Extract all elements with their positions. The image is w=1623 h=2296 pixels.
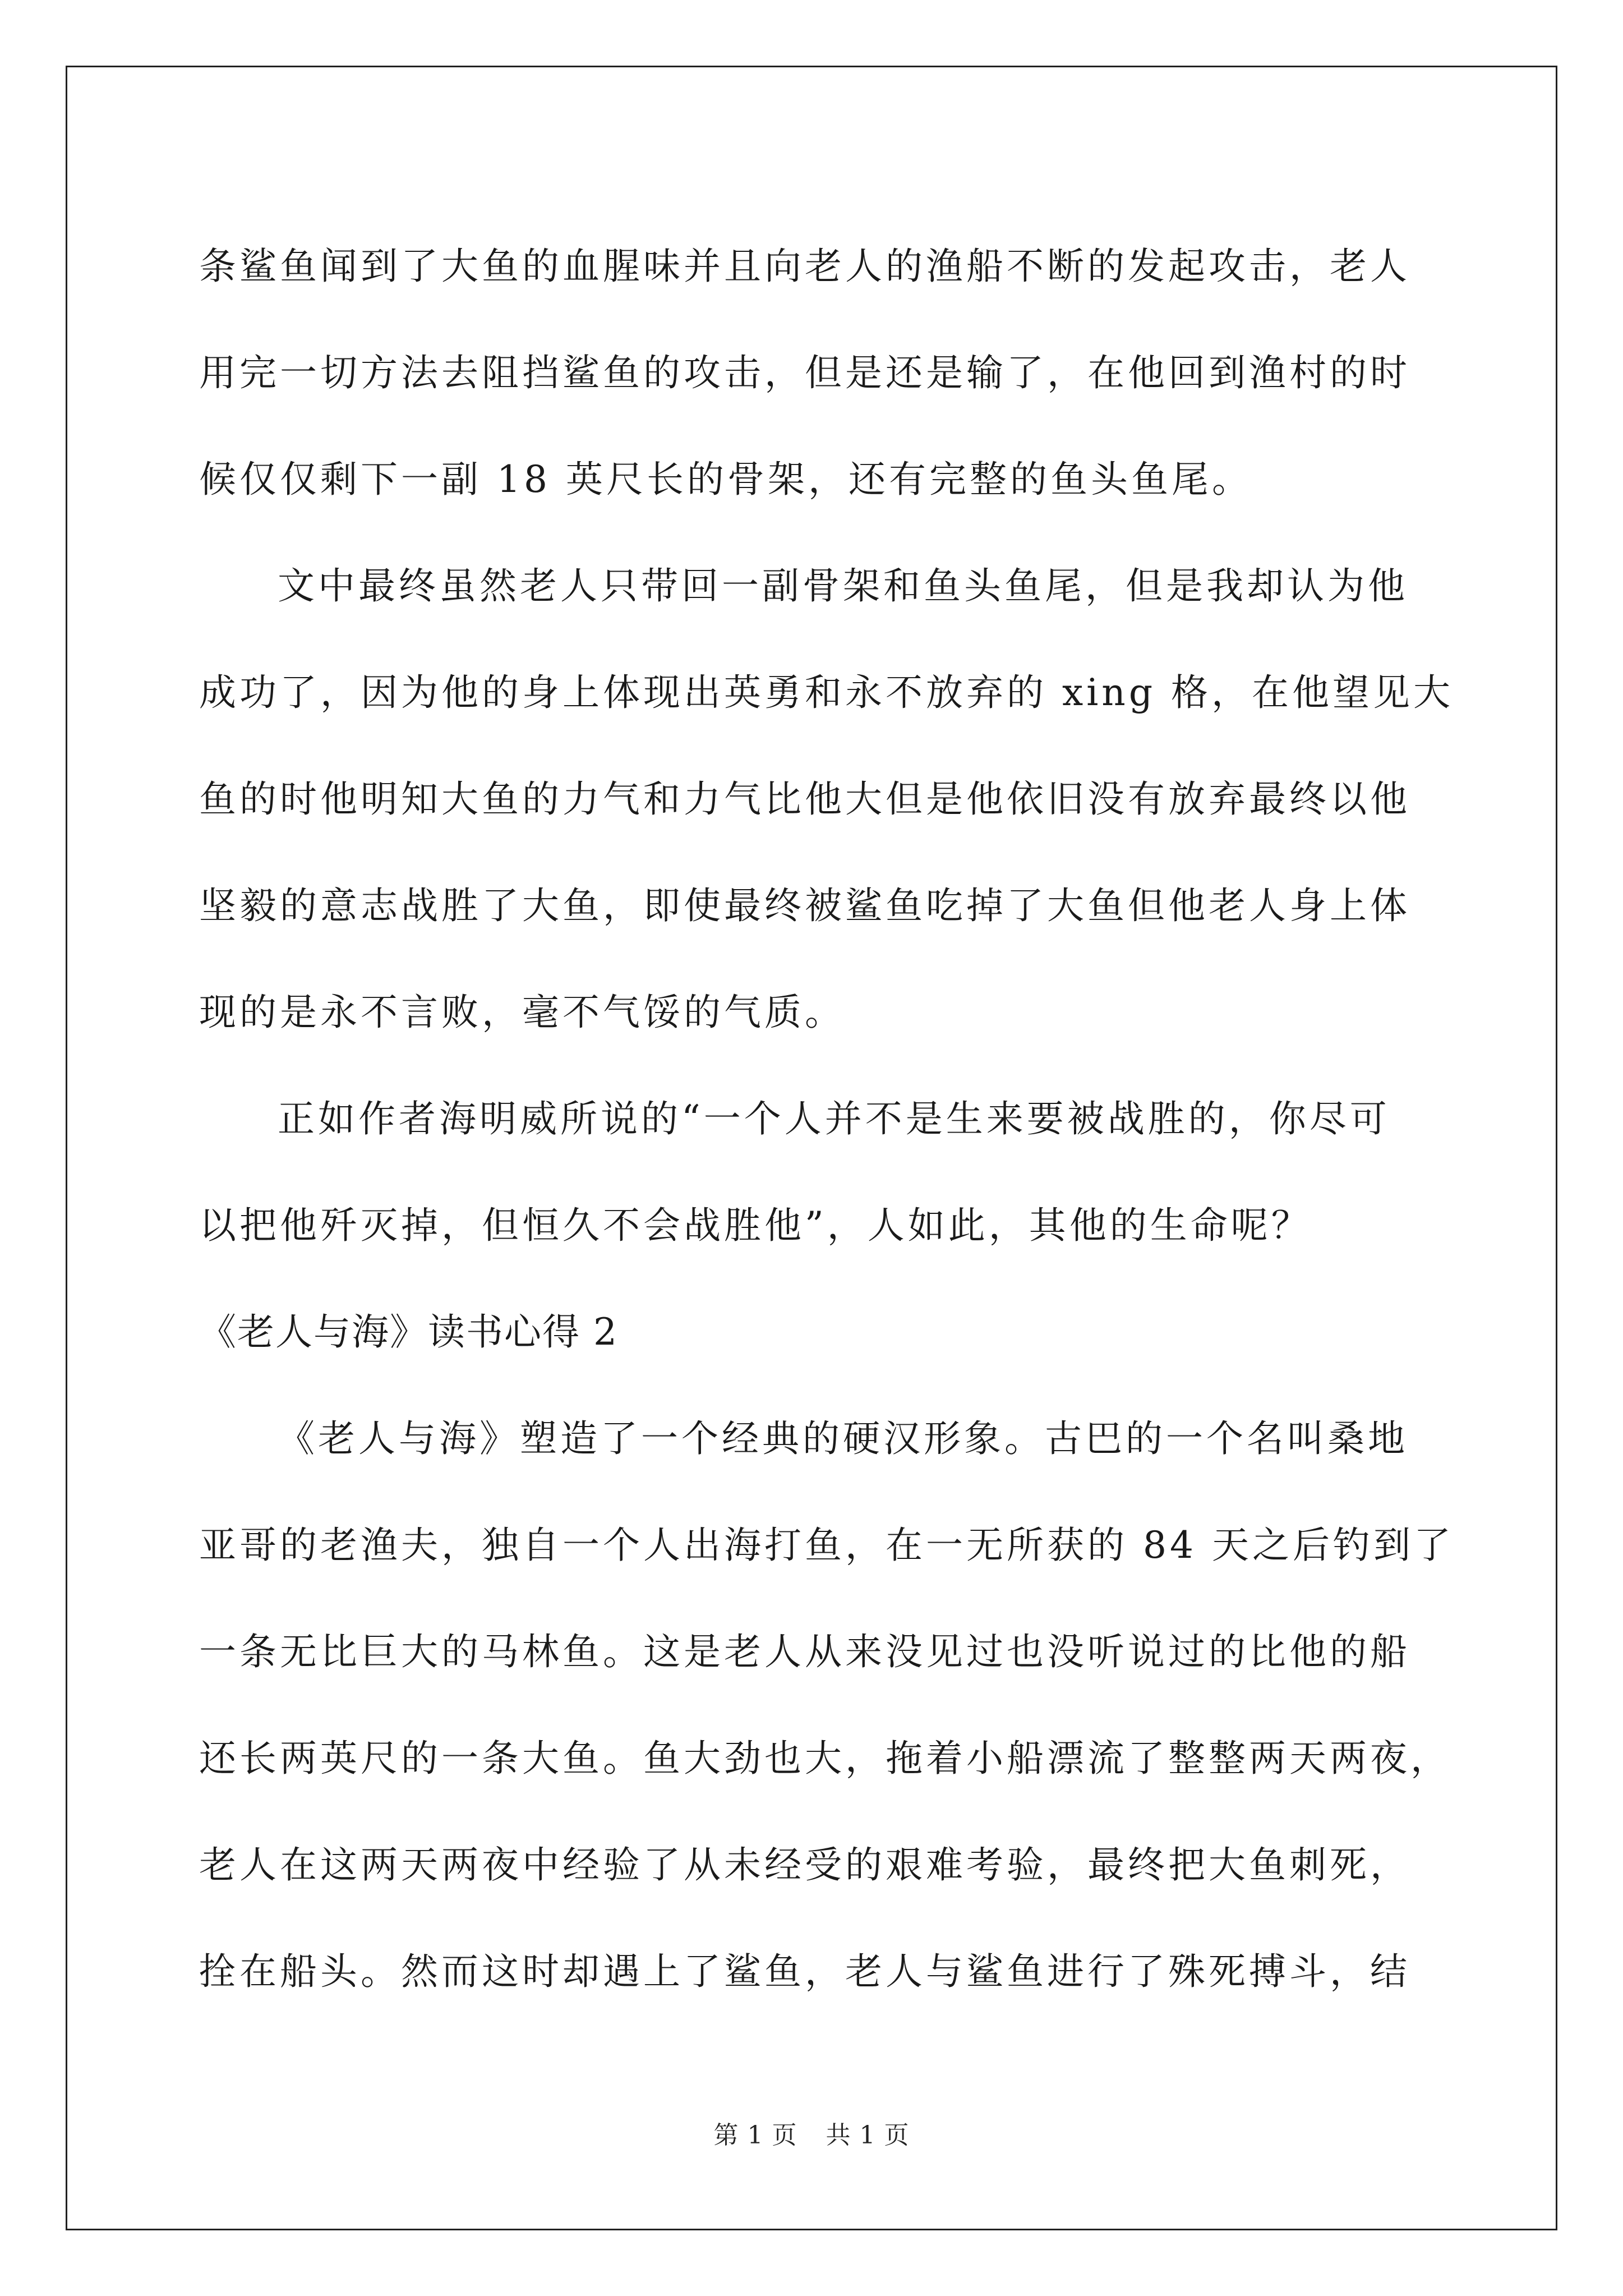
- paragraph-line: 拴在船头。然而这时却遇上了鲨鱼，老人与鲨鱼进行了殊死搏斗，结: [199, 1950, 1410, 1993]
- paragraph-line: 条鲨鱼闻到了大鱼的血腥味并且向老人的渔船不断的发起攻击，老人: [199, 245, 1410, 288]
- paragraph-line: 现的是永不言败，毫不气馁的气质。: [199, 991, 845, 1034]
- document-body: [199, 213, 1454, 2025]
- paragraph-line: 候仅仅剩下一副 18 英尺长的骨架，还有完整的鱼头鱼尾。: [199, 458, 1252, 501]
- paragraph-line: 亚哥的老渔夫，独自一个人出海打鱼，在一无所获的 84 天之后钓到了: [199, 1524, 1454, 1567]
- paragraph-line: 坚毅的意志战胜了大鱼，即使最终被鲨鱼吃掉了大鱼但他老人身上体: [199, 884, 1410, 927]
- paragraph-line: 成功了，因为他的身上体现出英勇和永不放弃的 xing 格，在他望见大: [199, 671, 1454, 714]
- paragraph-line: 用完一切方法去阻挡鲨鱼的攻击，但是还是输了，在他回到渔村的时: [199, 351, 1410, 394]
- paragraph-line: 文中最终虽然老人只带回一副骨架和鱼头鱼尾，但是我却认为他: [278, 564, 1408, 608]
- page-total: 共 1 页: [826, 2121, 910, 2150]
- section-heading: 《老人与海》读书心得 2: [199, 1310, 618, 1354]
- page-number: 第 1 页: [713, 2121, 797, 2150]
- page-footer: [0, 2115, 1623, 2151]
- paragraph-line: 《老人与海》塑造了一个经典的硬汉形象。古巴的一个名叫桑地: [278, 1417, 1408, 1460]
- paragraph-line: 正如作者海明威所说的“一个人并不是生来要被战胜的，你尽可: [278, 1097, 1390, 1140]
- paragraph-line: 老人在这两天两夜中经验了从未经受的艰难考验，最终把大鱼刺死，: [199, 1843, 1410, 1887]
- paragraph-line: 以把他歼灭掉，但恒久不会战胜他”，人如此，其他的生命呢？: [199, 1204, 1312, 1247]
- paragraph-line: 还长两英尺的一条大鱼。鱼大劲也大，拖着小船漂流了整整两天两夜，: [199, 1737, 1451, 1780]
- paragraph-line: 鱼的时他明知大鱼的力气和力气比他大但是他依旧没有放弃最终以他: [199, 777, 1410, 821]
- paragraph-line: 一条无比巨大的马林鱼。这是老人从来没见过也没听说过的比他的船: [199, 1630, 1410, 1673]
